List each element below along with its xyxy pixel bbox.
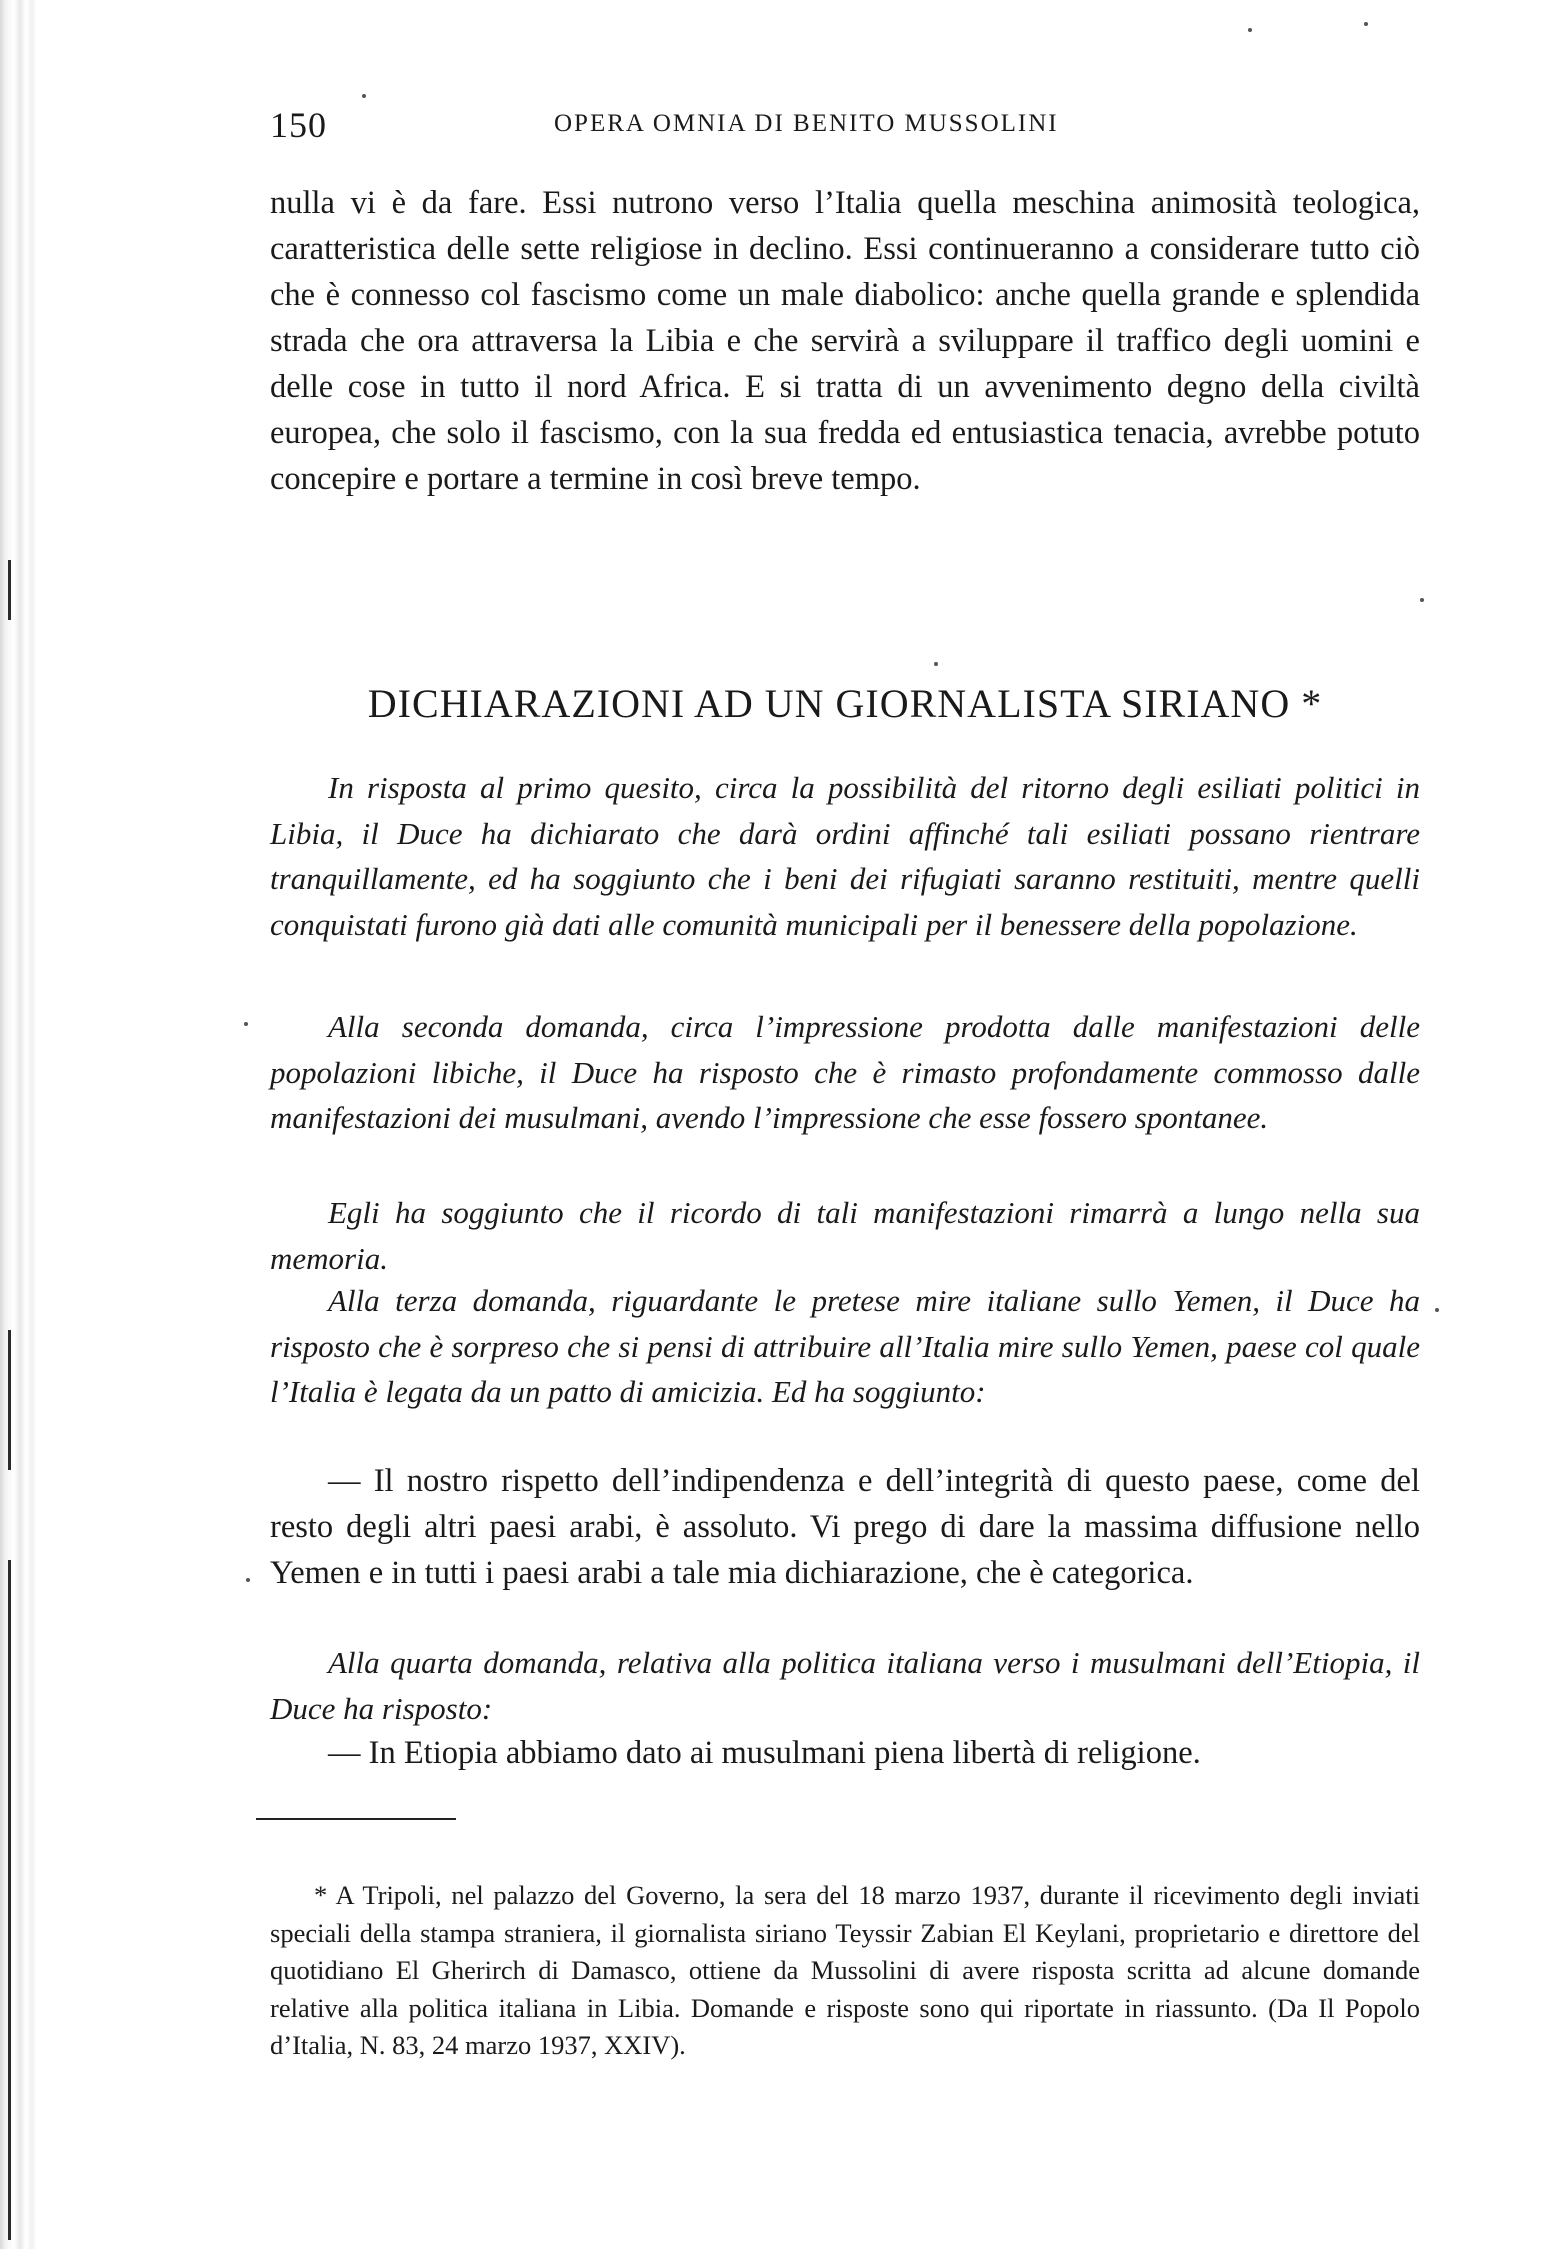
page-number: 150 xyxy=(270,105,327,145)
answer-paragraph-5: Alla quarta domanda, relativa alla politica italiana verso i musulmani dell’Etiopia, il Duce ha risposto: xyxy=(270,1645,1420,1726)
scan-speck xyxy=(1420,598,1424,602)
scan-speck xyxy=(244,1022,248,1026)
answer-paragraph-4: Alla terza domanda, riguardante le pretese mire italiane sullo Yemen, il Duce ha risposto che è sorpreso che si pensi di attribuire all’Italia mire sullo Yemen, paese col quale l’Italia è legata da un patto di amicizia. Ed ha soggiunto: xyxy=(270,1283,1420,1409)
binding-mark xyxy=(8,560,11,620)
answer-paragraph-2: Alla seconda domanda, circa l’impressione prodotta dalle manifestazioni delle popolazioni libiche, il Duce ha risposto che è rimasto profondamente commosso dalle manifestazioni dei musulmani, avendo l’impressione che esse fossero spontanee. xyxy=(270,1009,1420,1135)
answer-paragraph-3: Egli ha soggiunto che il ricordo di tali manifestazioni rimarrà a lungo nella sua memoria. xyxy=(270,1195,1420,1276)
binding-mark xyxy=(8,1560,11,2240)
continuation-paragraph: nulla vi è da fare. Essi nutrono verso l’Italia quella meschina animosità teologica, caratteristica delle sette religiose in declino. Essi continueranno a considerare tutto ciò che è connesso col fascismo come un male diabolico: anche quella grande e splendida strada che ora attraversa la Libia e che servirà a sviluppare il traffico degli uomini e delle cose in tutto il nord Africa. E si tratta di un avvenimento degno della civiltà europea, che solo il fascismo, con la sua fredda ed entusiastica tenacia, avrebbe potuto concepire e portare a termine in così breve tempo. xyxy=(270,185,1420,497)
footnote-text: * A Tripoli, nel palazzo del Governo, la sera del 18 marzo 1937, durante il ricevimento degli inviati speciali della stampa straniera, il giornalista siriano Teyssir Zabian El Keylani, proprietario e direttore del quotidiano El Gherirch di Damasco, ottiene da Mussolini di avere risposta scritta ad alcune domande relative alla politica italiana in Libia. Domande e risposte sono qui riportate in riassunto. (Da Il Popolo d’Italia, N. 83, 24 marzo 1937, XXIV). xyxy=(270,1880,1420,2060)
page-header xyxy=(270,104,1420,164)
footnote-divider xyxy=(256,1818,456,1820)
footnote xyxy=(270,1877,1420,2065)
page-binding-edge xyxy=(0,0,36,2249)
article-title: DICHIARAZIONI AD UN GIORNALISTA SIRIANO * xyxy=(367,681,1323,726)
scan-speck xyxy=(934,662,938,666)
binding-mark xyxy=(8,1330,11,1470)
scan-speck xyxy=(362,94,366,98)
quote-paragraph-1: — Il nostro rispetto dell’indipendenza e dell’integrità di questo paese, come del resto degli altri paesi arabi, è assoluto. Vi prego di dare la massima diffusione nello Yemen e in tutti i paesi arabi a tale mia dichiarazione, che è categorica. xyxy=(270,1463,1420,1591)
scan-speck xyxy=(1248,28,1252,32)
quote-paragraph-2: — In Etiopia abbiamo dato ai musulmani piena libertà di religione. xyxy=(328,1735,1201,1771)
scan-speck xyxy=(1364,22,1368,26)
running-head: OPERA OMNIA DI BENITO MUSSOLINI xyxy=(554,110,1059,137)
answer-paragraph-1: In risposta al primo quesito, circa la possibilità del ritorno degli esiliati politici in Libia, il Duce ha dichiarato che darà ordini affinché tali esiliati possano rientrare tranquillamente, ed ha soggiunto che i beni dei rifugiati saranno restituiti, mentre quelli conquistati furono già dati alle comunità municipali per il benessere della popolazione. xyxy=(270,770,1420,942)
scan-speck xyxy=(246,1578,250,1582)
scan-speck xyxy=(1435,1308,1439,1312)
